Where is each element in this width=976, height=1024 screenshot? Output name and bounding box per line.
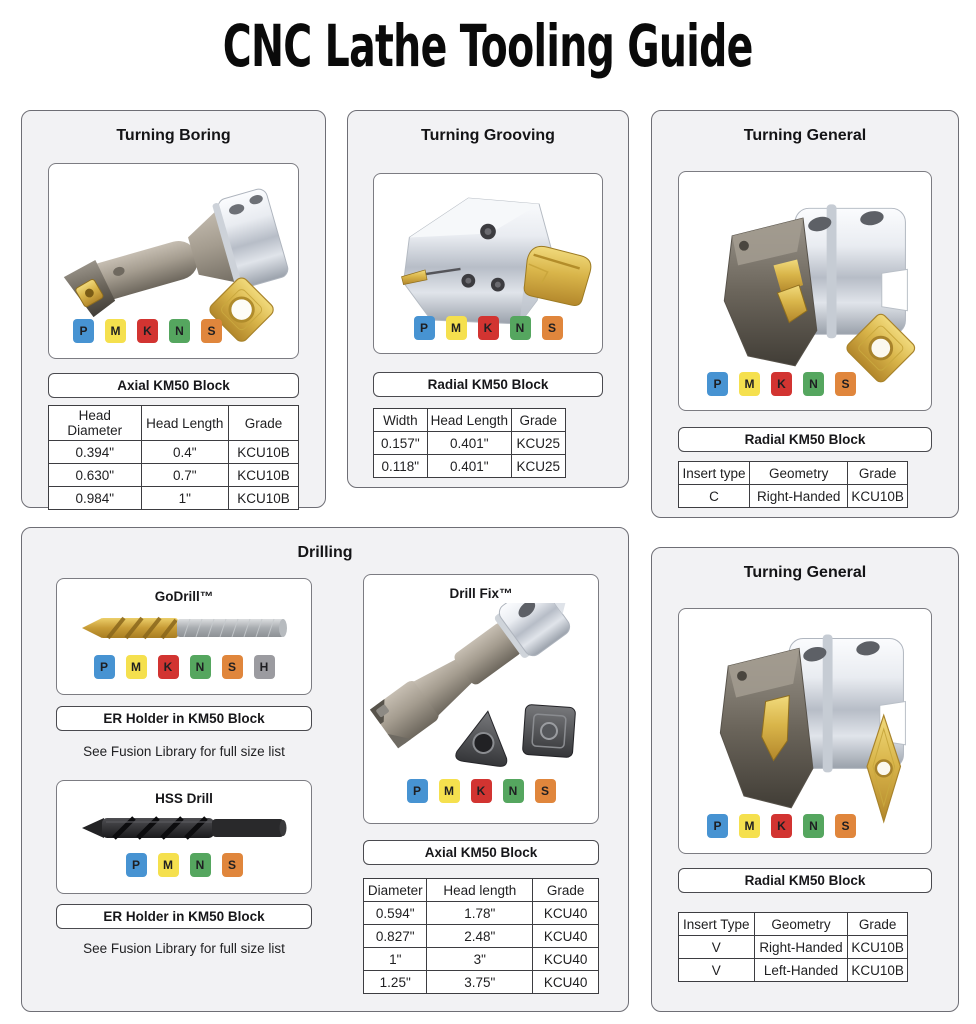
material-badge-s: S [222,655,243,679]
table-cell: 0.4" [141,441,229,464]
column-header: Head Length [427,409,511,432]
column-header: Diameter [364,879,427,902]
table-cell: 3.75" [427,971,533,994]
fusion-library-note: See Fusion Library for full size list [83,744,285,759]
table-header-row [49,406,299,441]
column-header: Geometry [754,913,848,936]
table-header-row [679,913,908,936]
table-row [374,455,566,478]
table-row [49,487,299,510]
turning-tool-figure [678,171,932,411]
table-cell: KCU10B [229,464,299,487]
table-cell: 0.157" [374,432,428,455]
table-cell: V [679,959,755,982]
material-badge-n: N [803,372,824,396]
table-row [49,464,299,487]
column-header: Width [374,409,428,432]
table-row [364,971,599,994]
grooving-spec-table [373,408,566,478]
table-row [49,441,299,464]
material-badge-s: S [535,779,556,803]
panel-turning-general-bottom [651,547,959,1012]
table-cell: 0.401" [427,432,511,455]
hss-drill-figure [56,780,312,894]
table-cell: 0.594" [364,902,427,925]
table-cell: Right-Handed [749,485,847,508]
table-cell: KCU10B [848,936,908,959]
material-badge-n: N [169,319,190,343]
column-header: Head length [427,879,533,902]
table-header-row [374,409,566,432]
table-cell: 0.401" [427,455,511,478]
boring-tool-figure [48,163,299,359]
table-cell: 1.25" [364,971,427,994]
material-badge-k: K [771,814,792,838]
block-label: Axial KM50 Block [363,840,599,865]
column-header: Grade [511,409,565,432]
table-cell: V [679,936,755,959]
table-cell: Right-Handed [754,936,848,959]
material-badge-n: N [510,316,531,340]
general-top-spec-table [678,461,908,508]
table-cell: KCU40 [533,925,599,948]
material-badge-p: P [73,319,94,343]
panel-title: Turning General [743,564,867,581]
boring-spec-table [48,405,299,510]
table-cell: KCU25 [511,432,565,455]
material-badge-k: K [478,316,499,340]
table-cell: KCU10B [848,959,908,982]
table-cell: 1.78" [427,902,533,925]
material-badge-p: P [407,779,428,803]
table-row [679,936,908,959]
table-row [374,432,566,455]
turning-tool-figure [678,608,932,854]
table-row [364,948,599,971]
table-cell: 2.48" [427,925,533,948]
block-label: ER Holder in KM50 Block [56,904,312,929]
table-cell: 1" [141,487,229,510]
panel-title: Turning Boring [116,127,231,144]
panel-title: Drilling [297,544,353,561]
material-badges [126,853,243,877]
column-header: Grade [229,406,299,441]
panel-title: Turning Grooving [421,127,555,144]
table-cell: 0.630" [49,464,142,487]
material-badges [407,779,556,803]
table-header-row [364,879,599,902]
panel-drilling [21,527,629,1012]
material-badges [374,316,602,340]
hss-drill-image [78,810,290,846]
table-cell: KCU10B [229,487,299,510]
material-badge-m: M [126,655,147,679]
column-header: Geometry [749,462,847,485]
material-badges [707,814,856,838]
table-cell: KCU40 [533,971,599,994]
material-badge-h: H [254,655,275,679]
material-badge-k: K [158,655,179,679]
material-badge-n: N [190,853,211,877]
material-badge-s: S [835,814,856,838]
panel-turning-general-top [651,110,959,518]
table-cell: KCU10B [848,485,908,508]
block-label: Axial KM50 Block [48,373,299,398]
material-badge-m: M [439,779,460,803]
panel-turning-boring [21,110,326,508]
godrill-figure [56,578,312,695]
fusion-library-note: See Fusion Library for full size list [83,941,285,956]
table-cell: Left-Handed [754,959,848,982]
drillfix-image [368,603,594,775]
column-header: Insert Type [679,913,755,936]
general-bottom-spec-table [678,912,908,982]
material-badge-k: K [771,372,792,396]
column-header: Grade [848,913,908,936]
table-cell: 0.394" [49,441,142,464]
column-header: Grade [533,879,599,902]
table-header-row [679,462,908,485]
table-cell: 0.7" [141,464,229,487]
godrill-title: GoDrill™ [154,589,214,604]
hss-title: HSS Drill [155,791,213,806]
column-header: Grade [848,462,908,485]
material-badge-n: N [190,655,211,679]
column-header: Head Length [141,406,229,441]
table-cell: KCU40 [533,948,599,971]
material-badge-m: M [105,319,126,343]
material-badge-s: S [201,319,222,343]
material-badge-s: S [542,316,563,340]
panel-turning-grooving [347,110,629,488]
table-row [364,902,599,925]
table-row [679,959,908,982]
column-header: Insert type [679,462,750,485]
table-cell: C [679,485,750,508]
material-badge-k: K [471,779,492,803]
table-row [364,925,599,948]
table-cell: KCU10B [229,441,299,464]
material-badge-n: N [803,814,824,838]
panel-title: Turning General [743,127,867,144]
material-badges [73,319,222,343]
material-badge-m: M [446,316,467,340]
table-cell: 0.984" [49,487,142,510]
material-badge-s: S [835,372,856,396]
drillfix-spec-table [363,878,599,994]
block-label: Radial KM50 Block [678,868,932,893]
material-badge-p: P [414,316,435,340]
material-badges [707,372,856,396]
table-row [679,485,908,508]
drillfix-title: Drill Fix™ [449,586,513,601]
block-label: Radial KM50 Block [678,427,932,452]
table-cell: 0.118" [374,455,428,478]
table-cell: 1" [364,948,427,971]
material-badge-s: S [222,853,243,877]
material-badge-p: P [94,655,115,679]
block-label: ER Holder in KM50 Block [56,706,312,731]
table-cell: 3" [427,948,533,971]
column-header: Head Diameter [49,406,142,441]
block-label: Radial KM50 Block [373,372,603,397]
page-title: CNC Lathe Tooling Guide [222,12,754,80]
grooving-tool-figure [373,173,603,354]
material-badges [94,655,275,679]
material-badge-m: M [158,853,179,877]
material-badge-n: N [503,779,524,803]
godrill-image [78,608,290,648]
table-cell: 0.827" [364,925,427,948]
table-cell: KCU40 [533,902,599,925]
table-cell: KCU25 [511,455,565,478]
material-badge-k: K [137,319,158,343]
drillfix-figure [363,574,599,824]
material-badge-p: P [126,853,147,877]
material-badge-p: P [707,372,728,396]
material-badge-p: P [707,814,728,838]
material-badge-m: M [739,372,760,396]
material-badge-m: M [739,814,760,838]
